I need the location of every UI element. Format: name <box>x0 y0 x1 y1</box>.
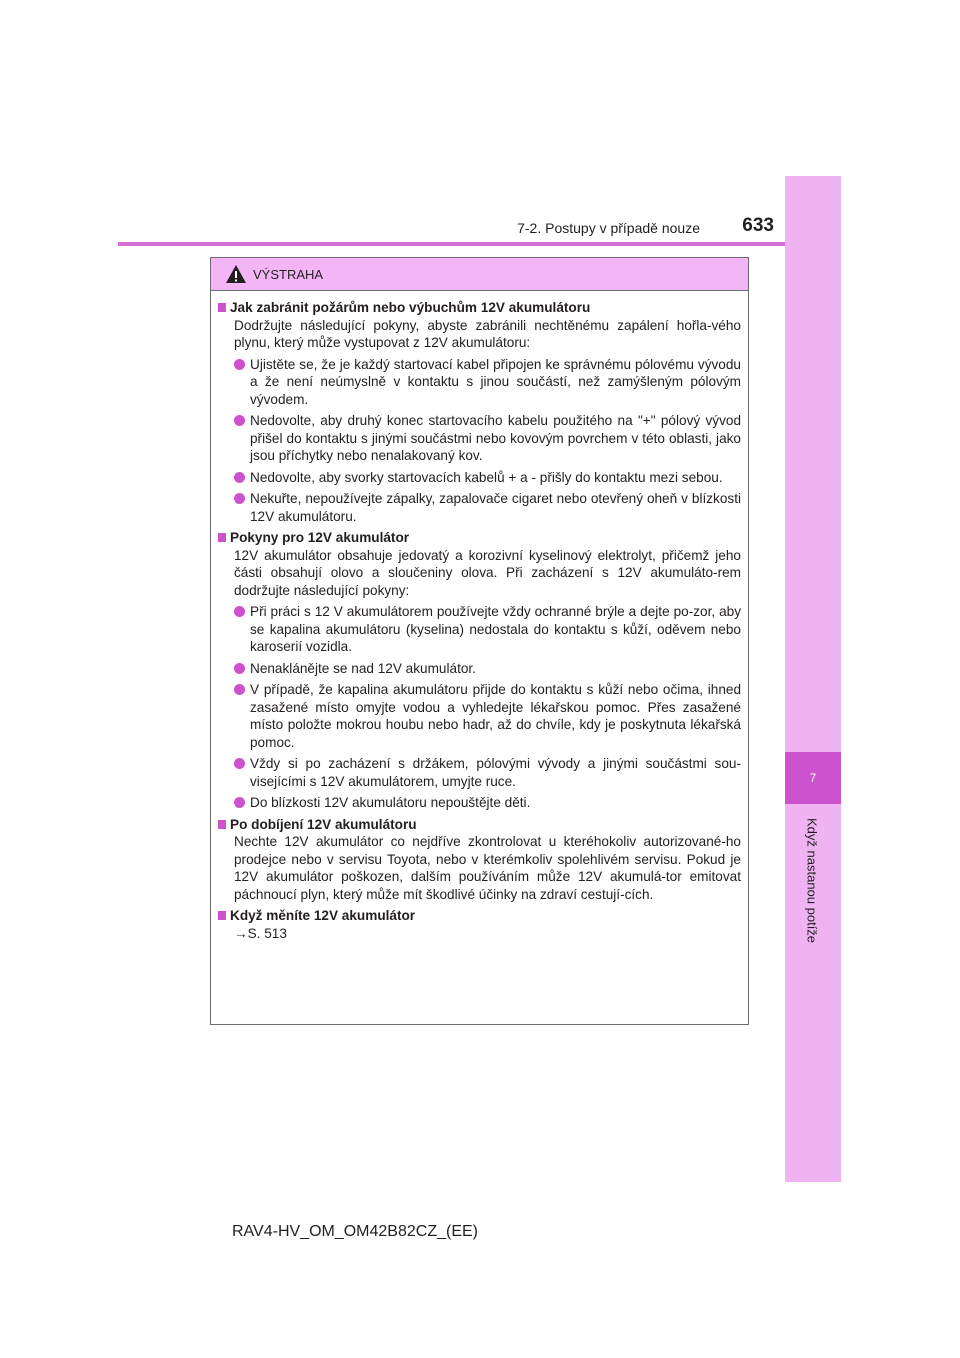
warning-header <box>211 258 748 291</box>
section-heading <box>218 907 741 925</box>
square-bullet-icon <box>218 303 226 312</box>
bullet-item <box>234 469 741 487</box>
bullet-item <box>234 755 741 790</box>
bullet-item <box>234 794 741 812</box>
bullet-text: Při práci s 12 V akumulátorem používejte vždy ochranné brýle a dejte po-zor, aby se kapalina akumulátoru (kyselina) nedostala do kontaktu s kůží, oděvem nebo karoserií vozidla. <box>250 604 741 654</box>
warning-section <box>218 299 741 525</box>
warning-section <box>218 907 741 942</box>
warning-section <box>218 816 741 904</box>
bullet-text: Ujistěte se, že je každý startovací kabel připojen ke správnému pólovému vývodu a že není neúmyslně v kontaktu s jinou součástí, než zamýšleným pólovým vývodem. <box>250 356 741 407</box>
section-heading <box>218 816 741 834</box>
page-reference: →S. 513 <box>234 925 287 941</box>
bullet-text: V případě, že kapalina akumulátoru přijde do kontaktu s kůží nebo očima, ihned zasažené místo omyjte vodou a vyhledejte lékařskou pomoc. Přes zasažené místo položte mokrou houbu nebo hadr, až do chvíle, kdy je poskytnuta lékařská pomoc. <box>250 682 741 750</box>
paragraph: Dodržujte následující pokyny, abyste zabránili nechtěnému zapálení hořla-vého plynu, který může vystupovat z 12V akumulátoru: <box>234 317 741 350</box>
bullet-text: Nenaklánějte se nad 12V akumulátor. <box>250 660 476 676</box>
section-heading-text: Po dobíjení 12V akumulátoru <box>230 816 417 832</box>
square-bullet-icon <box>218 533 226 542</box>
paragraph: Nechte 12V akumulátor co nejdříve zkontrolovat u kteréhokoliv autorizované-ho prodejce nebo v servisu Toyota, nebo v kterémkoliv spolehlivém servisu. Pokud je 12V akumulátor poškozen, dalším používáním může 12V akumulá-tor emitovat páchnoucí plyn, který může mít škodlivé účinky na zdraví cestují-cích. <box>234 834 741 902</box>
warning-triangle-icon <box>225 264 247 284</box>
bullet-dot-icon <box>234 606 245 617</box>
paragraph: 12V akumulátor obsahuje jedovatý a korozivní kyselinový elektrolyt, přičemž jeho části obsahují olovo a sloučeniny olova. Při zacházení s 12V akumuláto-rem dodržujte následující pokyny: <box>234 547 741 598</box>
bullet-text: Nekuřte, nepoužívejte zápalky, zapalovače cigaret nebo otevřený oheň v blízkosti 12V akumulátoru. <box>250 491 741 524</box>
square-bullet-icon <box>218 820 226 829</box>
bullet-item <box>234 660 741 678</box>
bullet-text: Nedovolte, aby druhý konec startovacího kabelu použitého na "+" pólový vývod přišel do kontaktu s jinými součástmi nebo kovovým povrchem v této oblasti, jako jsou příchytky nebo nenalakovaný kov. <box>250 413 741 463</box>
warning-section <box>218 529 741 812</box>
section-title: 7-2. Postupy v případě nouze <box>517 220 700 236</box>
square-bullet-icon <box>218 911 226 920</box>
bullet-text: Vždy si po zacházení s držákem, pólovými vývody a jinými součástmi sou-visejícími s 12V akumulátorem, umyjte ruce. <box>250 756 741 789</box>
document-code: RAV4-HV_OM_OM42B82CZ_(EE) <box>232 1223 478 1240</box>
page-number: 633 <box>742 215 774 236</box>
bullet-dot-icon <box>234 663 245 674</box>
chapter-label: Když nastanou potíže <box>804 818 820 944</box>
section-heading-text: Když měníte 12V akumulátor <box>230 908 416 923</box>
bullet-item <box>234 356 741 409</box>
header-rule <box>118 242 785 246</box>
bullet-dot-icon <box>234 797 245 808</box>
bullet-item <box>234 412 741 465</box>
section-heading <box>218 299 741 317</box>
bullet-dot-icon <box>234 493 245 504</box>
bullet-dot-icon <box>234 359 245 370</box>
bullet-text: Nedovolte, aby svorky startovacích kabelů + a - přišly do kontaktu mezi sebou. <box>250 469 723 485</box>
bullet-item <box>234 603 741 656</box>
section-heading-text: Jak zabránit požárům nebo výbuchům 12V akumulátoru <box>230 300 591 315</box>
chapter-number: 7 <box>785 752 841 804</box>
bullet-text: Do blízkosti 12V akumulátoru nepouštějte děti. <box>250 795 531 810</box>
bullet-dot-icon <box>234 415 245 426</box>
section-heading <box>218 529 741 547</box>
bullet-item <box>234 681 741 751</box>
bullet-item <box>234 490 741 525</box>
warning-body <box>211 291 748 942</box>
warning-box <box>210 257 749 1025</box>
bullet-dot-icon <box>234 684 245 695</box>
bullet-dot-icon <box>234 472 245 483</box>
warning-title: VÝSTRAHA <box>253 266 324 282</box>
chapter-side-tab <box>785 176 841 1182</box>
bullet-dot-icon <box>234 758 245 769</box>
section-heading-text: Pokyny pro 12V akumulátor <box>230 530 410 545</box>
